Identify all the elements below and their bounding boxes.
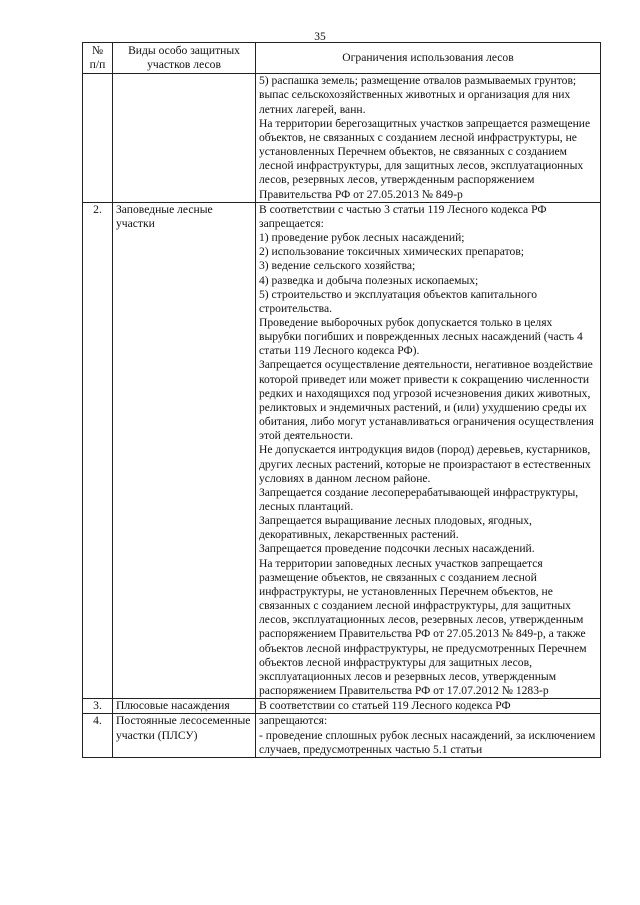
row-area-type: Заповедные лесные участки [113, 202, 256, 698]
table-row [83, 714, 601, 757]
paragraph: 3) ведение сельского хозяйства; [259, 259, 416, 273]
paragraph: 1) проведение рубок лесных насаждений; [259, 231, 465, 245]
row-area-type: Плюсовые насаждения [113, 699, 256, 714]
header-restrictions: Ограничения использования лесов [256, 43, 601, 74]
paragraph: Запрещается проведение подсочки лесных насаждений. [259, 542, 535, 556]
table-row [83, 74, 601, 202]
restrictions-table [82, 42, 601, 758]
row-restrictions [256, 714, 601, 757]
header-number: № п/п [83, 43, 113, 74]
paragraph: В соответствии с частью 3 статьи 119 Лесного кодекса РФ запрещается: [259, 202, 547, 230]
paragraph: В соответствии со статьей 119 Лесного кодекса РФ [259, 699, 511, 713]
paragraph: Проведение выборочных рубок допускается только в целях вырубки погибших и поврежденных лесных насаждений (часть 4 статьи 119 Лесного кодекса РФ). [259, 315, 583, 358]
table-header-row [83, 43, 601, 74]
paragraph: 5) строительство и эксплуатация объектов капитального строительства. [259, 287, 538, 315]
paragraph: Запрещается выращивание лесных плодовых, ягодных, декоративных, лекарственных растений. [259, 514, 532, 542]
table-row [83, 202, 601, 698]
page-number: 35 [314, 31, 326, 43]
row-restrictions [256, 699, 601, 714]
paragraph: На территории берегозащитных участков запрещается размещение объектов, не связанных с созданием лесной инфраструктуры, не установленных Перечнем объектов, не связанных с созданием лесной инфраструктуры, для защитных лесов, эксплуатационных лесов, резервных лесов, утвержденным распоряжением Правительства РФ от 27.05.2013 № 849-р [259, 116, 591, 201]
paragraph: запрещаются: [259, 714, 328, 728]
row-number: 3. [83, 699, 113, 714]
table-row [83, 699, 601, 714]
paragraph: - проведение сплошных рубок лесных насаждений, за исключением случаев, предусмотренных частью 5.1 статьи [259, 728, 596, 756]
row-number [83, 74, 113, 202]
paragraph: Запрещается осуществление деятельности, негативное воздействие которой приведет или может привести к сокращению численности редких и находящихся под угрозой исчезновения диких животных, реликтовых и эндемичных растений, и (или) ухудшению среды их обитания, либо могут устанавливаться ограничения осуществления этой деятельности. [259, 358, 594, 443]
row-number: 2. [83, 202, 113, 698]
paragraph: Запрещается создание лесоперерабатывающей инфраструктуры, лесных плантаций. [259, 485, 579, 513]
row-area-type [113, 74, 256, 202]
paragraph: 2) использование токсичных химических препаратов; [259, 245, 525, 259]
paragraph: 4) разведка и добыча полезных ископаемых; [259, 273, 479, 287]
header-area-type: Виды особо защитных участков лесов [113, 43, 256, 74]
row-restrictions [256, 202, 601, 698]
row-number: 4. [83, 714, 113, 757]
paragraph: Не допускается интродукция видов (пород) деревьев, кустарников, других лесных растений, которые не произрастают в естественных условиях в данном лесном районе. [259, 443, 591, 485]
paragraph: 5) распашка земель; размещение отвалов размываемых грунтов; выпас сельскохозяйственных животных и организация для них летних лагерей, ванн. [259, 74, 577, 116]
row-area-type: Постоянные лесосеменные участки (ПЛСУ) [113, 714, 256, 757]
row-restrictions [256, 74, 601, 202]
paragraph: На территории заповедных лесных участков запрещается размещение объектов, не связанных с созданием лесной инфраструктуры, не установленных Перечнем объектов, не связанных с созданием лесной инфраструктуры, для защитных лесов, эксплуатационных лесов, резервных лесов, утвержденным распоряжением Правительства РФ от 27.05.2013 № 849-р, а также объектов лесной инфраструктуры, не предусмотренных Перечнем объектов лесной инфраструктуры для защитных лесов, эксплуатационных лесов и резервных лесов, утвержденным распоряжением Правительства РФ от 17.07.2012 № 1283-р [259, 556, 587, 698]
